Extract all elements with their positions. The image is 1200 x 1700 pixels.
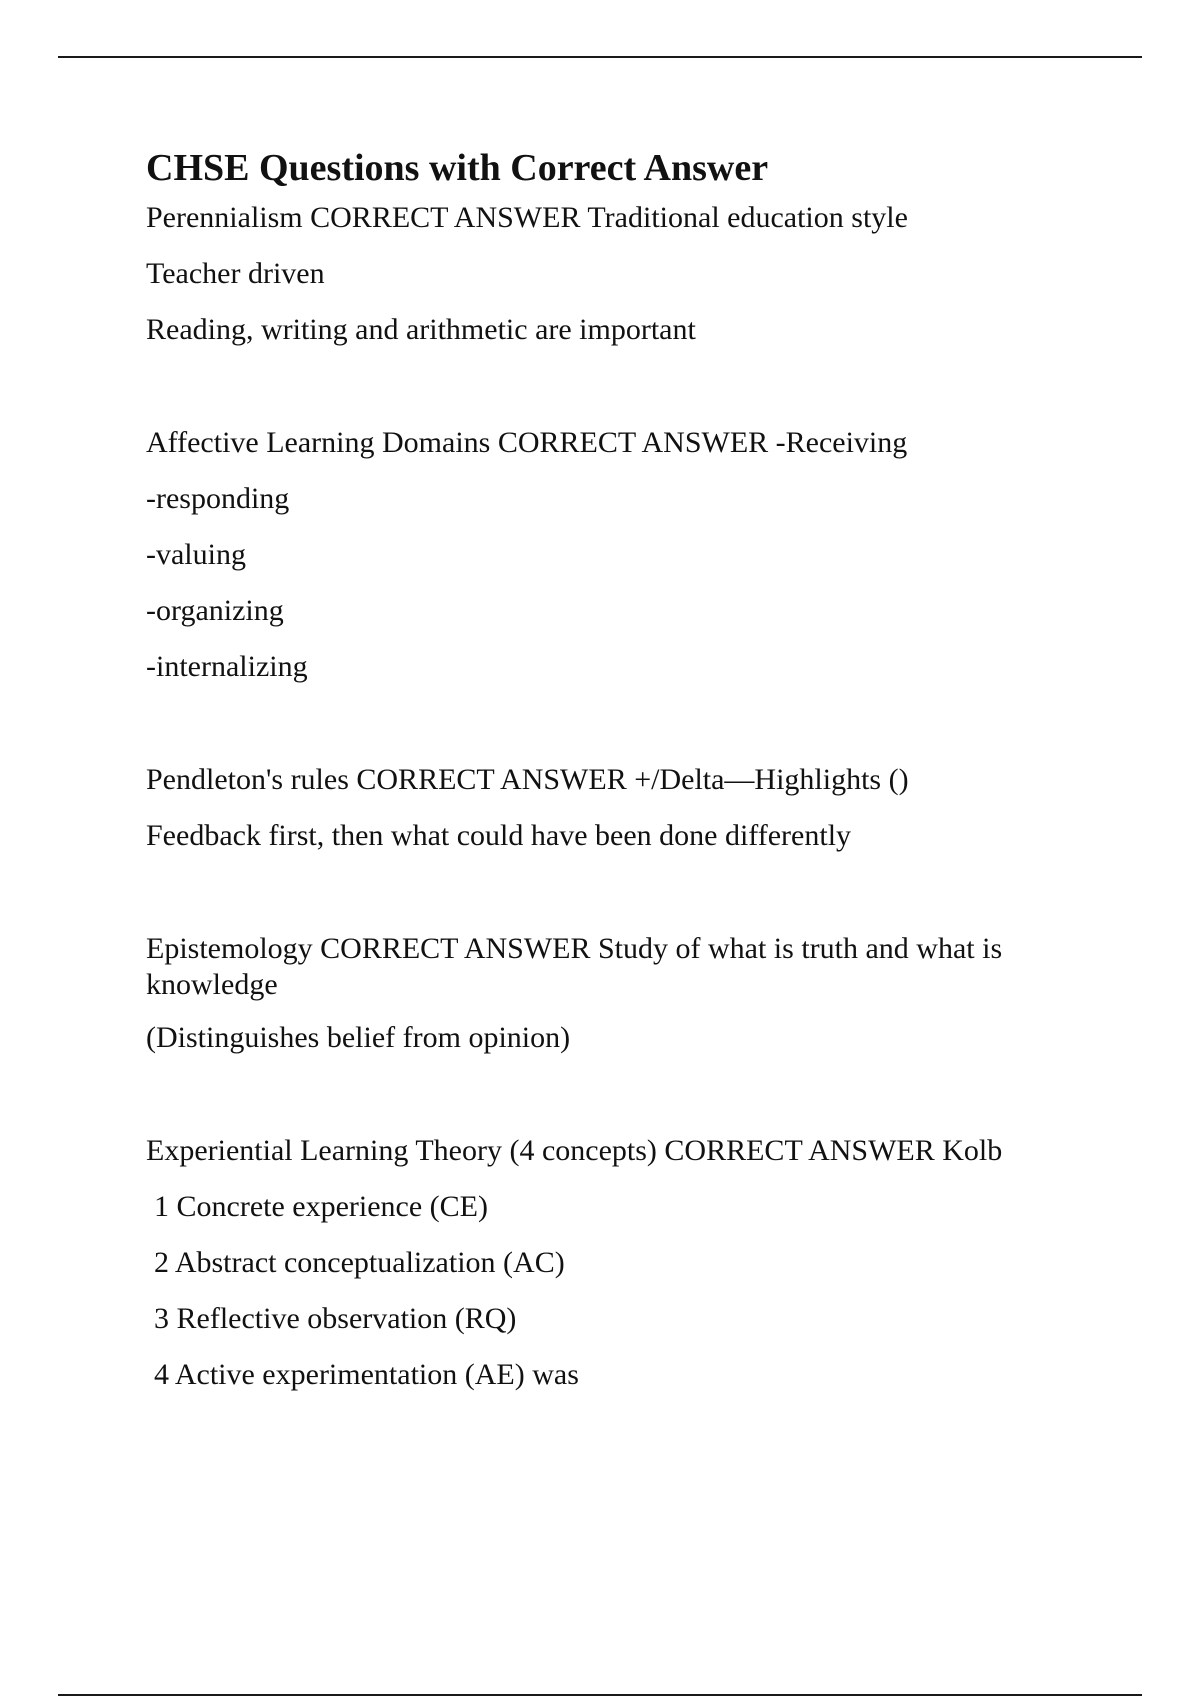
entry-line: (Distinguishes belief from opinion) [146, 1021, 571, 1054]
list-item: 4 Active experimentation (AE) was [154, 1358, 579, 1391]
qa-entry-pendleton [146, 762, 1086, 854]
list-item: 1 Concrete experience (CE) [154, 1190, 488, 1223]
qa-entry-epistemology [146, 931, 1086, 1056]
entry-line: -valuing [146, 538, 246, 571]
qa-entry-perennialism [146, 200, 1086, 348]
top-rule [58, 56, 1142, 58]
entry-line: Affective Learning Domains CORRECT ANSWER -Receiving [146, 426, 908, 459]
entry-spacer [146, 874, 1086, 931]
entry-line: Pendleton's rules CORRECT ANSWER +/Delta—Highlights () [146, 763, 909, 796]
entry-line: -organizing [146, 594, 284, 627]
page-title: CHSE Questions with Correct Answer [146, 147, 769, 189]
entry-line: Epistemology CORRECT ANSWER Study of what is truth and what is knowledge [146, 932, 1010, 1001]
entry-line: Feedback first, then what could have been done differently [146, 819, 852, 852]
list-item: 2 Abstract conceptualization (AC) [154, 1246, 565, 1279]
qa-entry-affective-domains [146, 425, 1086, 685]
entry-spacer [146, 1076, 1086, 1133]
entry-line: Perennialism CORRECT ANSWER Traditional education style [146, 201, 908, 234]
entry-line: Experiential Learning Theory (4 concepts) CORRECT ANSWER Kolb [146, 1134, 1003, 1167]
entry-line: Teacher driven [146, 257, 325, 290]
qa-entry-experiential-learning [146, 1133, 1086, 1393]
document-body [146, 142, 1086, 1413]
bottom-rule [58, 1694, 1142, 1696]
entry-spacer [146, 705, 1086, 762]
entry-line: -internalizing [146, 650, 308, 683]
list-item: 3 Reflective observation (RQ) [154, 1302, 517, 1335]
entry-spacer [146, 368, 1086, 425]
entry-line: -responding [146, 482, 290, 515]
entry-line: Reading, writing and arithmetic are important [146, 313, 696, 346]
